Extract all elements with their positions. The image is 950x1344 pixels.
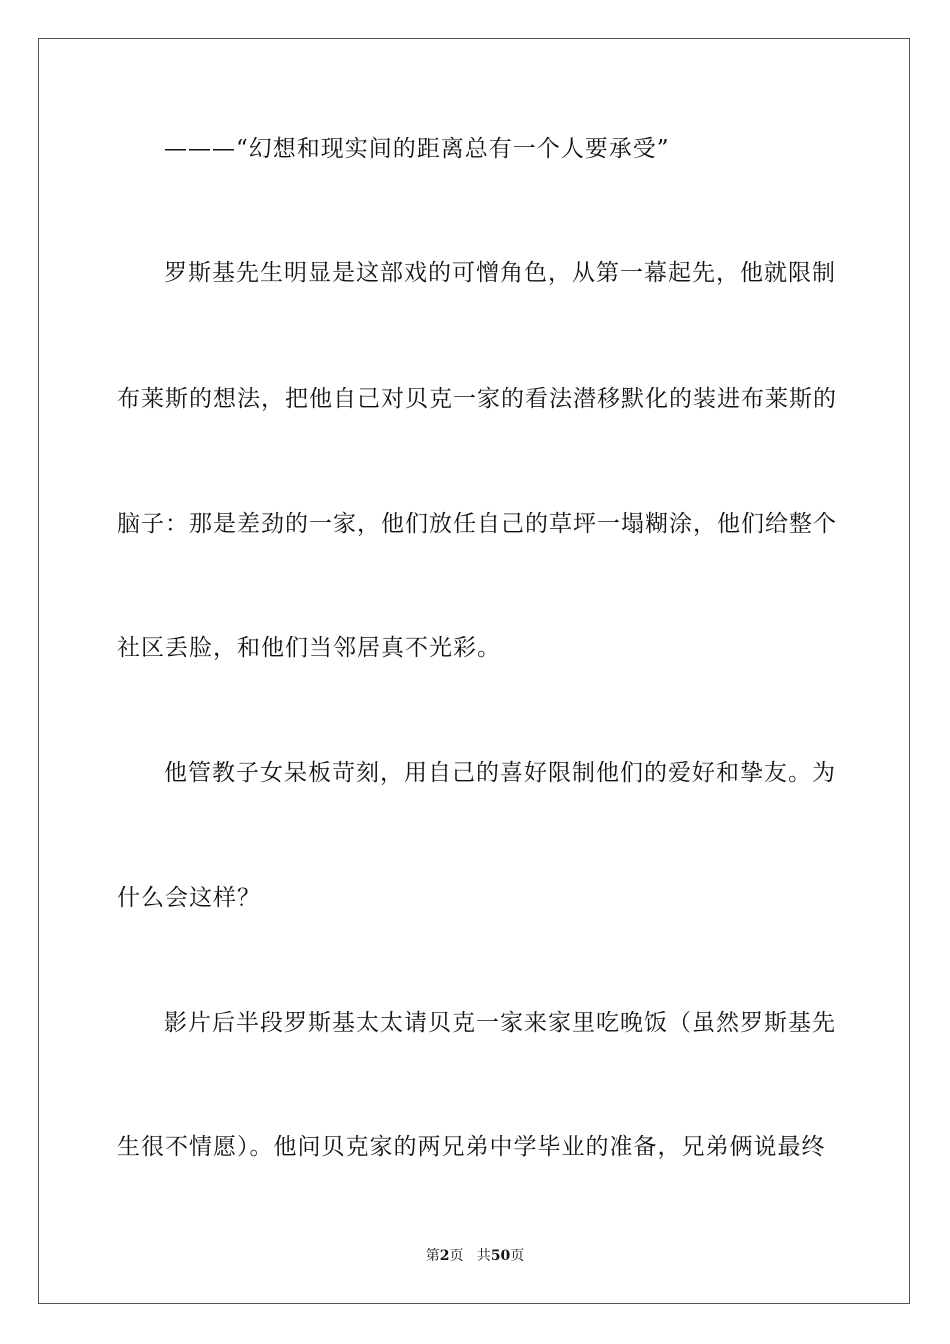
footer-suffix: 页 <box>510 1248 525 1264</box>
text-line-2: 罗斯基先生明显是这部戏的可憎角色，从第一幕起先，他就限制 <box>164 260 836 286</box>
footer-prefix: 第 <box>425 1248 440 1264</box>
text-line-8: 影片后半段罗斯基太太请贝克一家来家里吃晚饭（虽然罗斯基先 <box>164 1010 836 1036</box>
footer-mid: 页 共 <box>449 1248 491 1264</box>
text-line-4: 脑子：那是差劲的一家，他们放任自己的草坪一塌糊涂，他们给整个 <box>117 511 837 537</box>
text-line-3: 布莱斯的想法，把他自己对贝克一家的看法潜移默化的装进布莱斯的 <box>117 386 837 412</box>
page-border <box>38 38 910 1304</box>
text-line-7: 什么会这样？ <box>117 885 261 911</box>
text-line-6: 他管教子女呆板苛刻，用自己的喜好限制他们的爱好和挚友。为 <box>164 760 836 786</box>
text-line-5: 社区丢脸，和他们当邻居真不光彩。 <box>117 635 501 661</box>
page-footer <box>0 1246 950 1266</box>
text-line-1: ———“幻想和现实间的距离总有一个人要承受” <box>164 136 670 162</box>
footer-page-number: 2 <box>439 1248 450 1264</box>
text-line-9: 生很不情愿）。他问贝克家的两兄弟中学毕业的准备，兄弟俩说最终 <box>117 1134 826 1160</box>
footer-total-pages: 50 <box>490 1248 511 1264</box>
